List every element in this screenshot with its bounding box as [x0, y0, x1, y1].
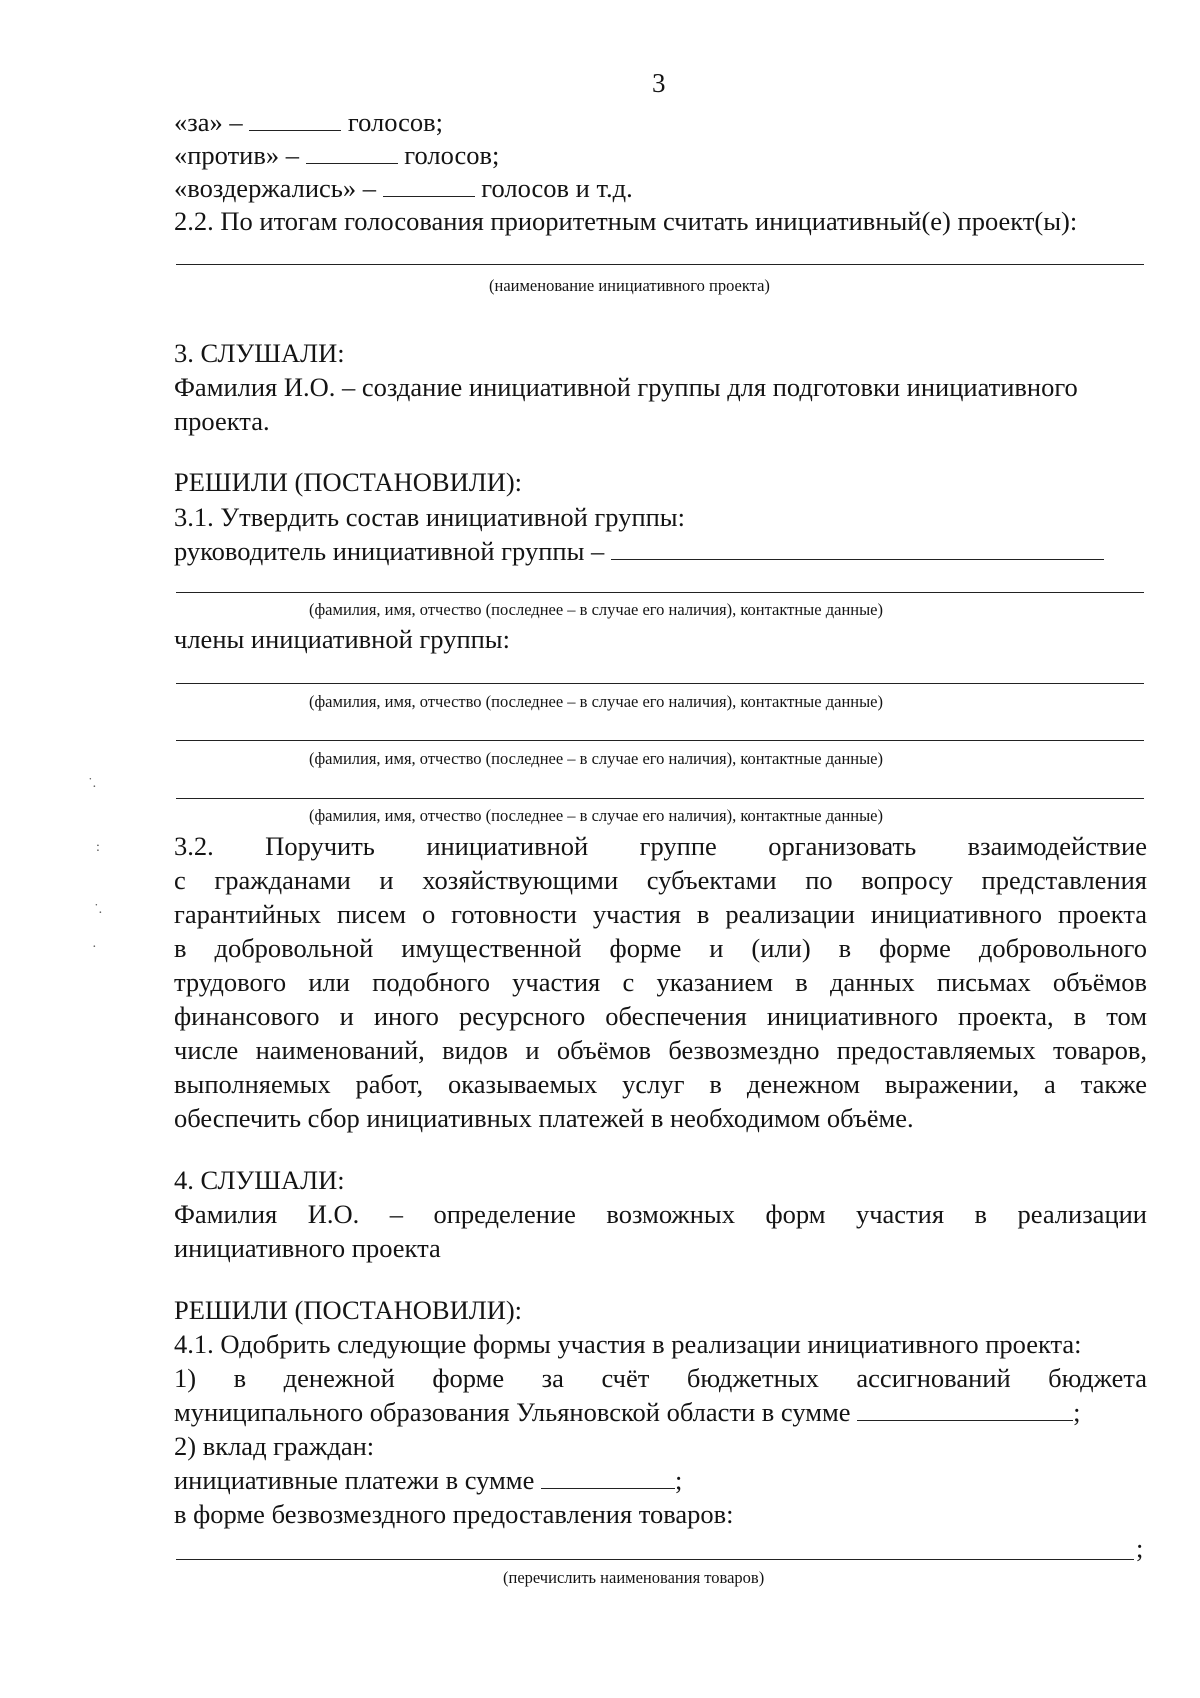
item-4-1: 4.1. Одобрить следующие формы участия в реализации инициативного проекта: — [174, 1329, 1082, 1359]
payments-semicolon: ; — [674, 1465, 683, 1495]
section3-speaker-line1: Фамилия И.О. – создание инициативной группы для подготовки инициативного — [174, 372, 1078, 402]
section4-speaker-line2: инициативного проекта — [174, 1233, 441, 1263]
scan-speck: · — [92, 940, 97, 955]
member-rule-3 — [176, 798, 1144, 799]
item-3-2-line: числе наименований, видов и объёмов безвозмездно предоставляемых товаров, — [174, 1035, 1147, 1065]
vote-protiv-line — [174, 138, 499, 172]
payments-line — [174, 1463, 682, 1497]
contribution: 2) вклад граждан: — [174, 1431, 375, 1461]
item-3-2-line: обеспечить сбор инициативных платежей в необходимом объёме. — [174, 1103, 914, 1133]
goods-semicolon: ; — [1136, 1533, 1144, 1563]
project-name-rule — [176, 264, 1144, 265]
caption-leader: (фамилия, имя, отчество (последнее – в случае его наличия), контактные данные) — [309, 600, 884, 619]
caption-goods: (перечислить наименования товаров) — [503, 1568, 765, 1587]
section4-decided: РЕШИЛИ (ПОСТАНОВИЛИ): — [174, 1295, 523, 1325]
member-rule-2 — [176, 740, 1144, 741]
item-3-1: 3.1. Утвердить состав инициативной группы: — [174, 502, 685, 532]
scan-speck: ˙. — [88, 776, 97, 791]
leader-blank — [611, 535, 1104, 560]
section4-speaker-line1: Фамилия И.О. – определение возможных форм участия в реализации — [174, 1199, 1147, 1229]
leader-label: руководитель инициативной группы – — [174, 536, 605, 566]
item-3-2-line: с гражданами и хозяйствующими субъектами по вопросу представления — [174, 865, 1147, 895]
item-3-2-line: финансового и иного ресурсного обеспечения инициативного проекта, в том — [174, 1001, 1147, 1031]
vote-abstain-blank — [383, 172, 475, 197]
section3-speaker-line2: проекта. — [174, 406, 270, 436]
scan-speck: : — [96, 840, 100, 855]
leader-rule-2 — [176, 592, 1144, 593]
members-label: члены инициативной группы: — [174, 624, 510, 654]
scan-speck: ˙. — [94, 902, 103, 917]
payments-label: инициативные платежи в сумме — [174, 1465, 535, 1495]
member-rule-1 — [176, 683, 1144, 684]
money-label: муниципального образования Ульяновской области в сумме — [174, 1397, 851, 1427]
item-3-2-line: трудового или подобного участия с указанием в данных письмах объёмов — [174, 967, 1147, 997]
caption-member-3: (фамилия, имя, отчество (последнее – в случае его наличия), контактные данные) — [309, 806, 884, 825]
item-2-2: 2.2. По итогам голосования приоритетным считать инициативный(е) проект(ы): — [174, 206, 1078, 236]
item-3-2-line: выполняемых работ, оказываемых услуг в денежном выражении, а также — [174, 1069, 1147, 1099]
goods-label: в форме безвозмездного предоставления товаров: — [174, 1499, 734, 1529]
page-number: 3 — [652, 68, 666, 98]
vote-abstain-golosov: голосов и т.д. — [481, 173, 633, 203]
section3-decided: РЕШИЛИ (ПОСТАНОВИЛИ): — [174, 467, 523, 497]
vote-za-golosov: голосов; — [347, 107, 443, 137]
item-3-2-line: в добровольной имущественной форме и (или) в форме добровольного — [174, 933, 1147, 963]
money-semicolon: ; — [1073, 1397, 1081, 1427]
goods-rule — [176, 1559, 1134, 1560]
caption-project-name: (наименование инициативного проекта) — [489, 276, 770, 295]
section4-heard: 4. СЛУШАЛИ: — [174, 1165, 345, 1195]
item-3-2-line: 3.2. Поручить инициативной группе организовать взаимодействие — [174, 831, 1147, 861]
payments-blank — [541, 1464, 675, 1489]
caption-member-1: (фамилия, имя, отчество (последнее – в случае его наличия), контактные данные) — [309, 692, 884, 711]
leader-line — [174, 534, 1104, 568]
vote-za-blank — [249, 106, 341, 131]
money-line1: 1) в денежной форме за счёт бюджетных ассигнований бюджета — [174, 1363, 1147, 1393]
vote-za-line — [174, 105, 443, 139]
vote-protiv-golosov: голосов; — [404, 140, 500, 170]
section3-heard: 3. СЛУШАЛИ: — [174, 338, 345, 368]
vote-protiv-blank — [306, 139, 398, 164]
money-line2 — [174, 1395, 1081, 1429]
money-blank — [857, 1396, 1073, 1421]
item-3-2-line: гарантийных писем о готовности участия в реализации инициативного проекта — [174, 899, 1147, 929]
vote-za-label: «за» – — [174, 107, 243, 137]
vote-abstain-label: «воздержались» – — [174, 173, 376, 203]
vote-abstain-line — [174, 171, 633, 205]
vote-protiv-label: «против» – — [174, 140, 299, 170]
caption-member-2: (фамилия, имя, отчество (последнее – в случае его наличия), контактные данные) — [309, 749, 884, 768]
